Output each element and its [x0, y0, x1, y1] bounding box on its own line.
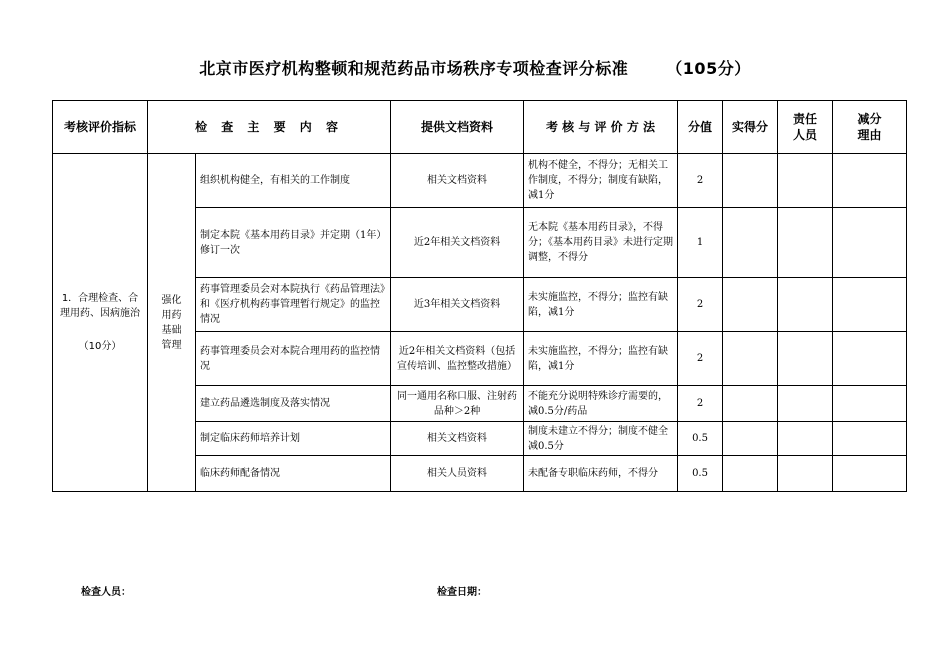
row-responsible-cell [778, 422, 833, 456]
inspection-date-label: 检查日期： [437, 587, 487, 598]
row-responsible-cell [778, 154, 833, 208]
row-documents: 相关文档资料 [391, 154, 524, 208]
row-score: 2 [678, 278, 723, 332]
row-score: 0.5 [678, 422, 723, 456]
scoring-table [52, 100, 907, 492]
row-method: 未实施监控，不得分；监控有缺陷，减1分 [524, 278, 678, 332]
row-documents: 相关人员资料 [391, 456, 524, 492]
row-responsible-cell [778, 208, 833, 278]
inspector-label: 检查人员： [81, 587, 131, 598]
row-actual-cell [723, 386, 778, 422]
subcategory-text: 强化用药基础管理 [161, 294, 182, 351]
row-actual-cell [723, 154, 778, 208]
row-responsible-cell [778, 278, 833, 332]
header-indicator: 考核评价指标 [53, 101, 148, 154]
category-points: （10分） [78, 341, 122, 352]
row-score: 1 [678, 208, 723, 278]
title-text: 北京市医疗机构整顿和规范药品市场秩序专项检查评分标准 [199, 59, 629, 78]
row-score: 2 [678, 332, 723, 386]
row-documents: 近2年相关文档资料 [391, 208, 524, 278]
header-reason-text: 减分理由 [857, 112, 882, 142]
row-method: 未实施监控，不得分；监控有缺陷，减1分 [524, 332, 678, 386]
row-reason-cell [833, 154, 907, 208]
row-content: 临床药师配备情况 [196, 456, 391, 492]
row-documents: 近2年相关文档资料（包括宣传培训、监控整改措施） [391, 332, 524, 386]
row-score: 2 [678, 154, 723, 208]
row-content: 制定临床药师培养计划 [196, 422, 391, 456]
header-documents: 提供文档资料 [391, 101, 524, 154]
row-score: 2 [678, 386, 723, 422]
row-content: 组织机构健全，有相关的工作制度 [196, 154, 391, 208]
row-method: 机构不健全，不得分；无相关工作制度，不得分；制度有缺陷，减1分 [524, 154, 678, 208]
row-reason-cell [833, 456, 907, 492]
row-documents: 近3年相关文档资料 [391, 278, 524, 332]
row-actual-cell [723, 422, 778, 456]
category-cell [53, 154, 148, 492]
row-method: 制度未建立不得分；制度不健全减0.5分 [524, 422, 678, 456]
row-reason-cell [833, 422, 907, 456]
table-row [53, 154, 907, 208]
header-content-text: 检 查 主 要 内 容 [195, 120, 343, 134]
row-actual-cell [723, 278, 778, 332]
row-documents: 相关文档资料 [391, 422, 524, 456]
category-name: 1．合理检查、合理用药、因病施治 [60, 293, 140, 319]
row-score: 0.5 [678, 456, 723, 492]
header-responsible [778, 101, 833, 154]
row-actual-cell [723, 208, 778, 278]
row-reason-cell [833, 208, 907, 278]
header-reason [833, 101, 907, 154]
row-responsible-cell [778, 386, 833, 422]
row-actual-cell [723, 332, 778, 386]
header-content [148, 101, 391, 154]
row-method: 无本院《基本用药目录》，不得分；《基本用药目录》未进行定期调整，不得分 [524, 208, 678, 278]
row-content: 建立药品遴选制度及落实情况 [196, 386, 391, 422]
row-actual-cell [723, 456, 778, 492]
total-score: （105分） [666, 59, 751, 78]
header-method: 考 核 与 评 价 方 法 [524, 101, 678, 154]
row-content: 药事管理委员会对本院合理用药的监控情况 [196, 332, 391, 386]
row-method: 不能充分说明特殊诊疗需要的，减0.5分/药品 [524, 386, 678, 422]
row-reason-cell [833, 278, 907, 332]
row-content: 药事管理委员会对本院执行《药品管理法》和《医疗机构药事管理暂行规定》的监控情况 [196, 278, 391, 332]
row-method: 未配备专职临床药师，不得分 [524, 456, 678, 492]
row-content: 制定本院《基本用药目录》并定期（1年）修订一次 [196, 208, 391, 278]
row-documents: 同一通用名称口服、注射药品种＞2种 [391, 386, 524, 422]
header-responsible-text: 责任人员 [793, 112, 818, 142]
row-responsible-cell [778, 456, 833, 492]
row-reason-cell [833, 332, 907, 386]
row-responsible-cell [778, 332, 833, 386]
row-reason-cell [833, 386, 907, 422]
header-row [53, 101, 907, 154]
subcategory-cell [148, 154, 196, 492]
header-score: 分值 [678, 101, 723, 154]
header-actual: 实得分 [723, 101, 778, 154]
document-title [0, 56, 950, 79]
